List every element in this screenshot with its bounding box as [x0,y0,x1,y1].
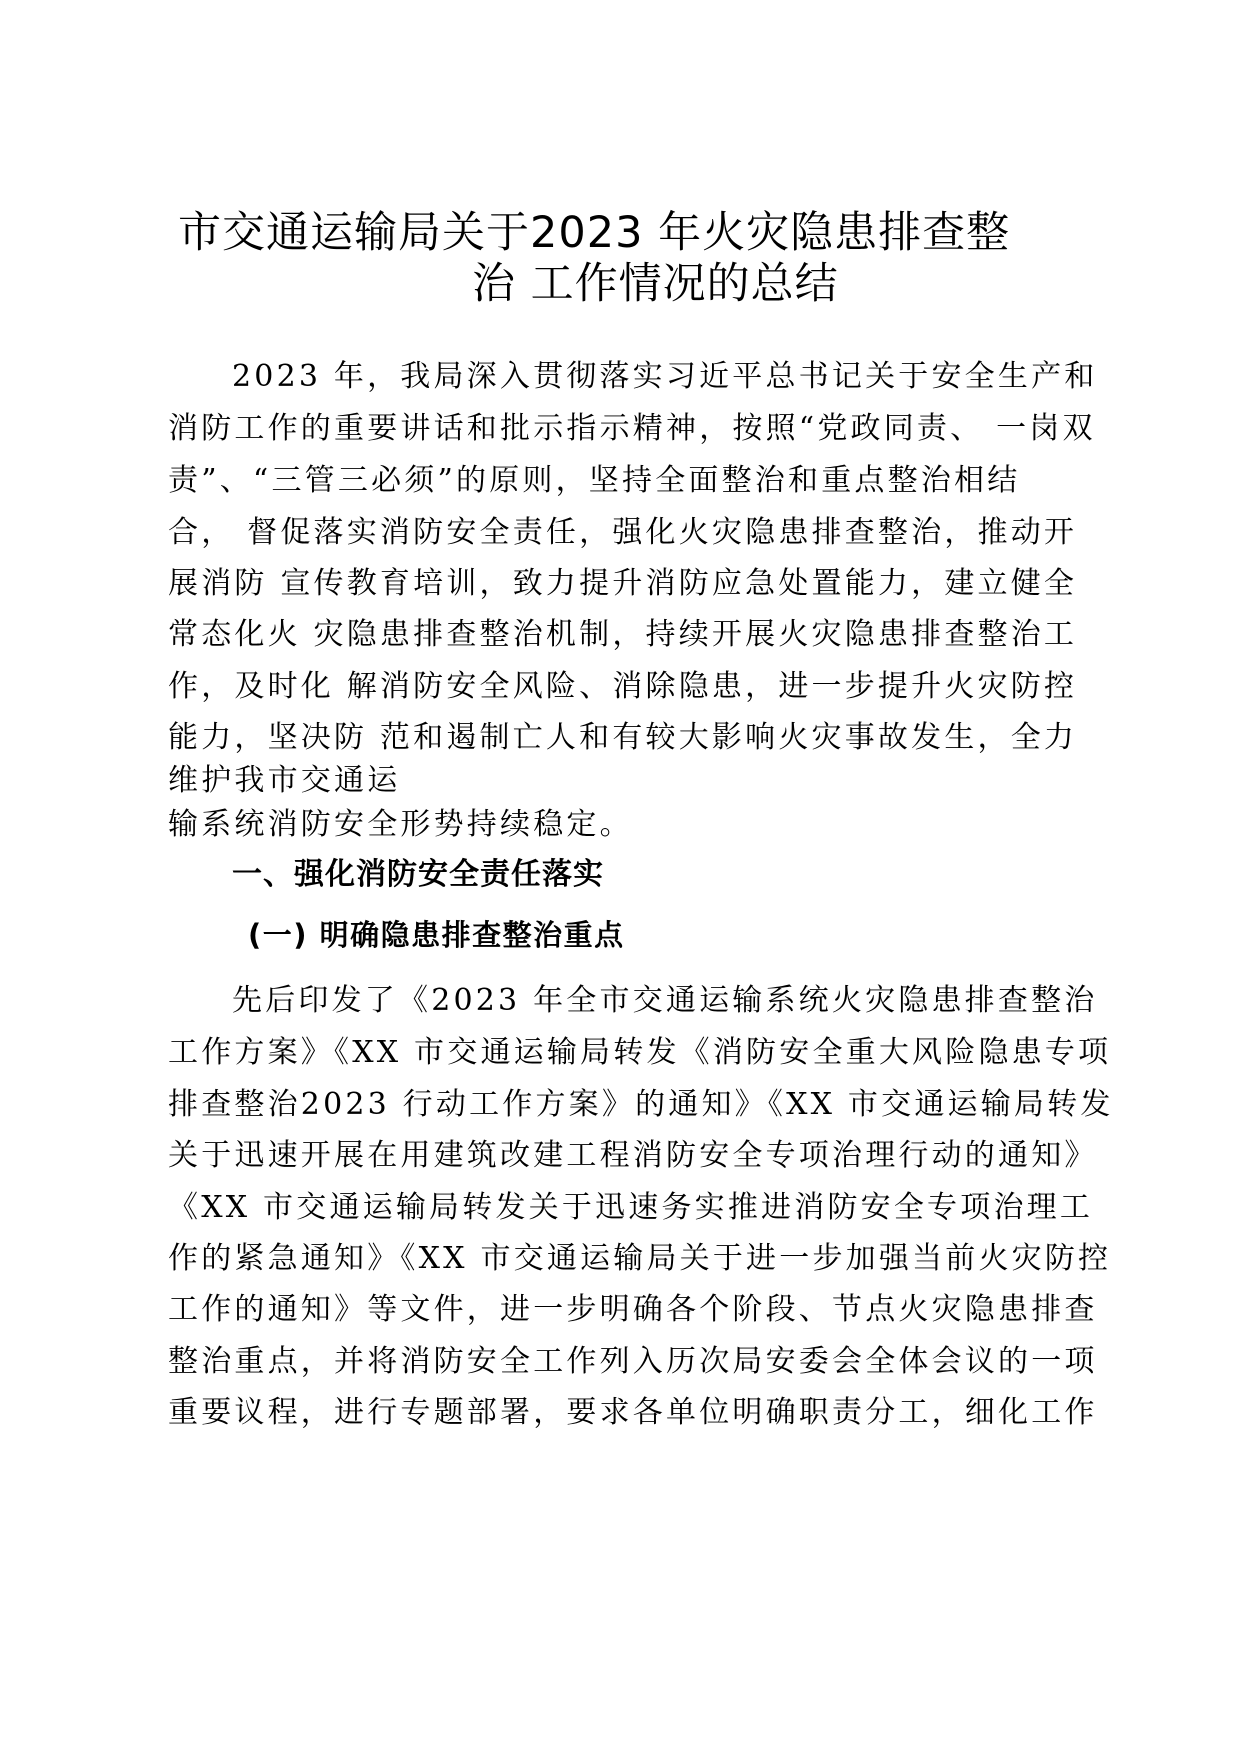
body-line: 《XX 市交通运输局转发关于迅速务实推进消防安全专项治理工 [168,1190,1094,1225]
intro-line: 展消防 宣传教育培训，致力提升消防应急处置能力，建立健全 [168,566,1078,601]
intro-line: 作，及时化 解消防安全风险、消除隐患，进一步提升火灾防控 [168,669,1078,704]
body-line: 工作的通知》等文件，进一步明确各个阶段、节点火灾隐患排查 [168,1292,1098,1327]
intro-line: 维护我市交通运 [168,763,401,798]
body-line: 整治重点，并将消防安全工作列入历次局安委会全体会议的一项 [168,1344,1098,1379]
document-title-line-1: 市交通运输局关于2023 年火灾隐患排查整 [178,208,1011,258]
body-line: 先后印发了《2023 年全市交通运输系统火灾隐患排查整治 [232,983,1098,1018]
body-line: 关于迅速开展在用建筑改建工程消防安全专项治理行动的通知》 [168,1138,1098,1173]
body-line: 排查整治2023 行动工作方案》的通知》《XX 市交通运输局转发 [168,1087,1114,1122]
intro-line: 输系统消防安全形势持续稳定。 [168,807,633,842]
intro-line: 消防工作的重要讲话和批示指示精神，按照“党政同责、 一岗双 [168,411,1096,446]
intro-line: 责”、“三管三必须”的原则，坚持全面整治和重点整治相结 [168,463,1021,498]
intro-line: 合， 督促落实消防安全责任，强化火灾隐患排查整治，推动开 [168,515,1078,550]
section-heading-1: 一、强化消防安全责任落实 [232,857,604,892]
body-line: 工作方案》《XX 市交通运输局转发《消防安全重大风险隐患专项 [168,1035,1112,1070]
body-line: 作的紧急通知》《XX 市交通运输局关于进一步加强当前火灾防控 [168,1241,1112,1276]
intro-line: 2023 年，我局深入贯彻落实习近平总书记关于安全生产和 [232,359,1098,394]
intro-line: 能力，坚决防 范和遏制亡人和有较大影响火灾事故发生，全力 [168,720,1078,755]
body-line: 重要议程，进行专题部署，要求各单位明确职责分工，细化工作 [168,1395,1098,1430]
document-title-line-2: 治 工作情况的总结 [472,259,839,309]
intro-line: 常态化火 灾隐患排查整治机制，持续开展火灾隐患排查整治工 [168,617,1078,652]
subsection-heading-1: (一) 明确隐患排查整治重点 [248,918,625,952]
